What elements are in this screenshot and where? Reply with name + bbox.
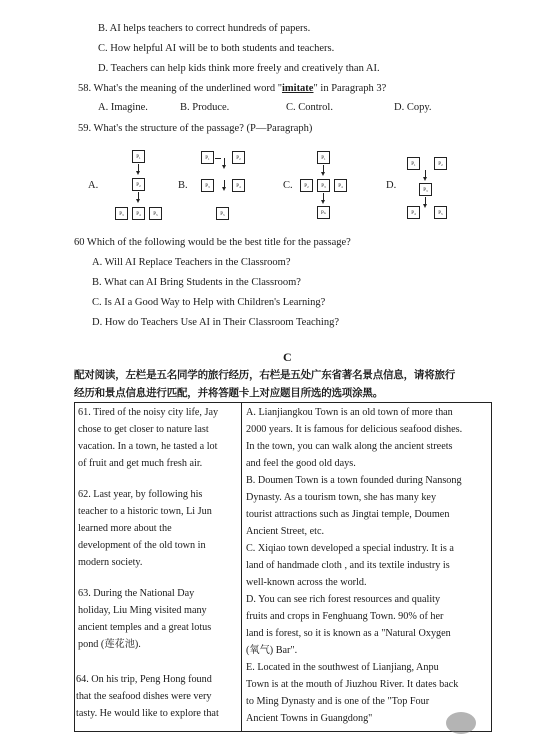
q59-stem: 59. What's the structure of the passage? (P—Paragraph) <box>78 123 313 134</box>
right-cell-line: well-known across the world. <box>246 577 367 588</box>
section-c-instruction-line1: 配对阅读，左栏是五名同学的旅行经历，右栏是五处广东省著名景点信息，请将旅行 <box>74 369 456 381</box>
diagram-d-box-p3: P₃ <box>419 183 432 196</box>
left-cell-line: 63. During the National Day <box>78 588 195 599</box>
q59-option-d-label: D. <box>386 180 397 191</box>
diagram-a-box-p2: P₂ <box>132 178 145 191</box>
q60-option-a: A. Will AI Replace Teachers in the Classroom? <box>92 257 291 268</box>
left-cell-line: 62. Last year, by following his <box>78 489 203 500</box>
diagram-c-arrow-2 <box>323 193 324 202</box>
left-cell-line: of fruit and get much fresh air. <box>78 458 203 469</box>
q59-option-b-label: B. <box>178 180 188 191</box>
left-cell-line: 61. Tired of the noisy city life, Jay <box>78 407 219 418</box>
diagram-c-box-p3: P₃ <box>317 179 330 192</box>
right-cell-line: In the town, you can walk along the ancient streets <box>246 441 453 452</box>
diagram-b-box-p3: P₃ <box>201 179 214 192</box>
diagram-a-box-p1: P₁ <box>132 150 145 163</box>
diagram-c-arrow-1 <box>323 165 324 174</box>
right-cell-line: tourist attractions such as Jingtai temple, Doumen <box>246 509 450 520</box>
right-cell-line: land of handmade cloth , and its textile industry is <box>246 560 450 571</box>
right-cell-line: D. You can see rich forest resources and quality <box>246 594 441 605</box>
diagram-c-box-p2: P₂ <box>300 179 313 192</box>
diagram-d-box-p1: P₁ <box>407 157 420 170</box>
q58-underlined-word: imitate <box>281 83 314 94</box>
q58-option-d: D. Copy. <box>394 102 432 113</box>
diagram-d-box-p2: P₂ <box>434 157 447 170</box>
diagram-b-box-p2: P₂ <box>232 151 245 164</box>
left-cell-line: tasty. He would like to explore that <box>76 708 219 719</box>
q57-option-c: C. How helpful AI will be to both students and teachers. <box>98 43 335 54</box>
q60-stem: 60 Which of the following would be the best title for the passage? <box>74 237 351 248</box>
q58-stem-after: " in Paragraph 3? <box>313 83 387 94</box>
left-cell-line: vacation. In a town, he tasted a lot <box>78 441 218 452</box>
right-cell-line: fruits and crops in Fenghuang Town. 90% of her <box>246 611 444 622</box>
scan-smudge <box>446 712 476 734</box>
q60-option-d: D. How do Teachers Use AI in Their Classroom Teaching? <box>92 317 339 328</box>
left-cell-line: that the seafood dishes were very <box>76 691 212 702</box>
diagram-a-box-p4: P₄ <box>132 207 145 220</box>
diagram-a-box-p5: P₅ <box>149 207 162 220</box>
q57-option-d: D. Teachers can help kids think more freely and creatively than AI. <box>98 63 380 74</box>
table-column-divider <box>241 402 242 732</box>
q60-option-c: C. Is AI a Good Way to Help with Children's Learning? <box>92 297 326 308</box>
diagram-b-arrow-1 <box>224 158 225 167</box>
diagram-c-box-p4: P₄ <box>334 179 347 192</box>
diagram-b-box-p5: P₅ <box>216 207 229 220</box>
left-cell-line: learned more about the <box>78 523 172 534</box>
diagram-d-arrow-2 <box>425 197 426 206</box>
diagram-a-box-p3: P₃ <box>115 207 128 220</box>
right-cell-line: B. Doumen Town is a town founded during Nansong <box>246 475 462 486</box>
left-cell-line: development of the old town in <box>78 540 206 551</box>
left-cell-line: holiday, Liu Ming visited many <box>78 605 207 616</box>
right-cell-line: 2000 years. It is famous for delicious seafood dishes. <box>246 424 463 435</box>
right-cell-line: to Ming Dynasty and is one of the "Top Four <box>246 696 430 707</box>
right-cell-line: (氧气) Bar". <box>246 645 298 656</box>
section-c-heading: C <box>283 350 292 364</box>
diagram-b-arrow-2 <box>224 180 225 189</box>
left-cell-line: chose to get closer to nature last <box>78 424 209 435</box>
diagram-d-arrow-1 <box>425 170 426 179</box>
diagram-a-arrow-1 <box>138 164 139 173</box>
left-cell-line: teacher to a historic town, Li Jun <box>78 506 212 517</box>
diagram-c-box-pn: Pₙ <box>317 206 330 219</box>
diagram-b-box-p4: P₄ <box>232 179 245 192</box>
q58-stem <box>78 83 386 94</box>
right-cell-line: Town is at the mouth of Jiuzhou River. It dates back <box>246 679 459 690</box>
left-cell-line: 64. On his trip, Peng Hong found <box>76 674 212 685</box>
diagram-b-box-p1: P₁ <box>201 151 214 164</box>
right-cell-line: Ancient Street, etc. <box>246 526 325 537</box>
diagram-c-box-p1: P₁ <box>317 151 330 164</box>
right-cell-line: E. Located in the southwest of Lianjiang, Anpu <box>246 662 439 673</box>
q60-option-b: B. What can AI Bring Students in the Classroom? <box>92 277 301 288</box>
right-cell-line: and feel the good old days. <box>246 458 356 469</box>
q57-option-b: B. AI helps teachers to correct hundreds of papers. <box>98 23 311 34</box>
right-cell-line: land is forest, so it is known as a "Natural Oxygen <box>246 628 451 639</box>
diagram-d-box-p4: P₄ <box>407 206 420 219</box>
q58-option-a: A. Imagine. <box>98 102 148 113</box>
q58-option-b: B. Produce. <box>180 102 230 113</box>
diagram-a-arrow-2 <box>138 192 139 201</box>
left-cell-line: pond (莲花池). <box>78 639 141 650</box>
left-cell-line: ancient temples and a great lotus <box>78 622 212 633</box>
right-cell-line: Ancient Towns in Guangdong" <box>246 713 373 724</box>
right-cell-line: Dynasty. As a tourism town, she has many key <box>246 492 437 503</box>
q59-option-c-label: C. <box>283 180 293 191</box>
section-c-instruction-line2: 经历和景点信息进行匹配，并将答题卡上对应题目所选的选项涂黑。 <box>74 387 383 399</box>
diagram-b-link-top <box>215 158 221 159</box>
right-cell-line: C. Xiqiao town developed a special industry. It is a <box>246 543 454 554</box>
q58-option-c: C. Control. <box>286 102 333 113</box>
q58-stem-before: 58. What's the meaning of the underlined word " <box>78 83 282 94</box>
diagram-d-box-p5: P₅ <box>434 206 447 219</box>
left-cell-line: modern society. <box>78 557 143 568</box>
q59-option-a-label: A. <box>88 180 99 191</box>
right-cell-line: A. Lianjiangkou Town is an old town of more than <box>246 407 453 418</box>
